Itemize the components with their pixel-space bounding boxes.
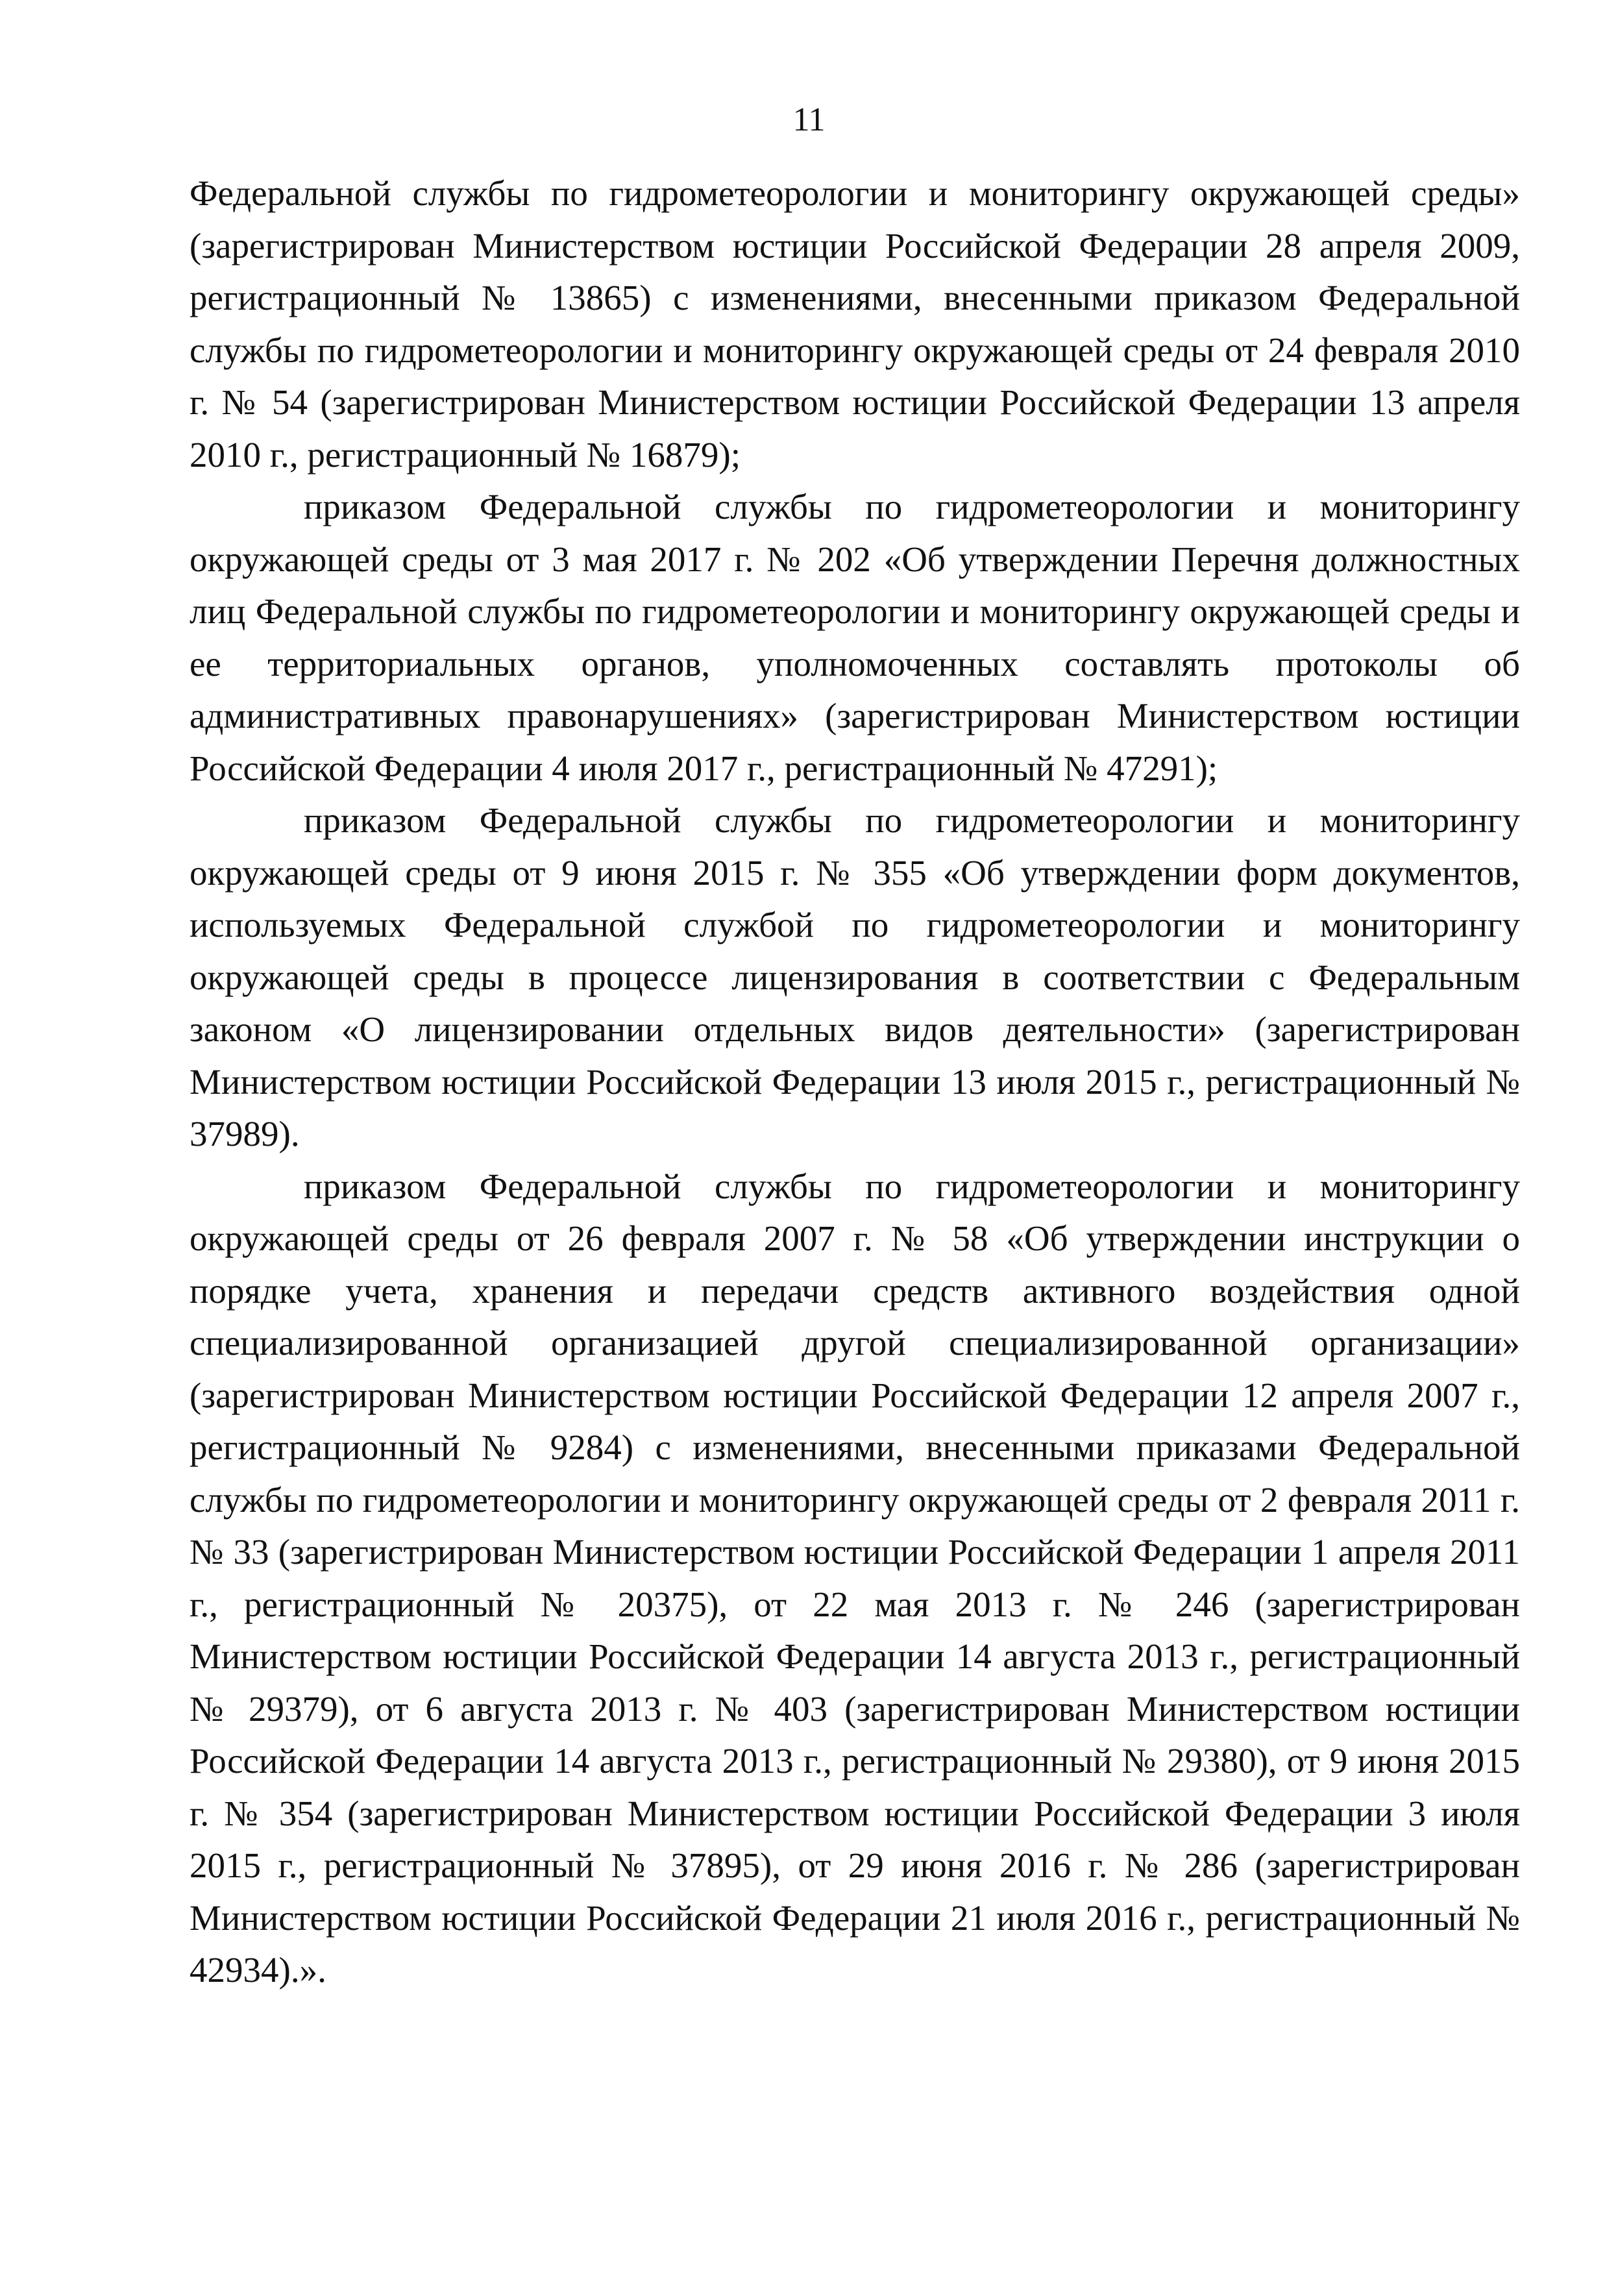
paragraph-order-202: приказом Федеральной службы по гидрометеорологии и мониторингу окружающей среды от 3 мая 2017 г. № 202 «Об утверждении Перечня должностных лиц Федеральной службы по гидрометеорологии и мониторингу окружающей среды и ее территориальных органов, уполномоченных составлять протоколы об административных правонарушениях» (зарегистрирован Министерством юстиции Российской Федерации 4 июля 2017 г., регистрационный № 47291); xyxy=(190,487,1520,788)
paragraph-order-355: приказом Федеральной службы по гидрометеорологии и мониторингу окружающей среды от 9 июня 2015 г. № 355 «Об утверждении форм документов, используемых Федеральной службой по гидрометеорологии и мониторингу окружающей среды в процессе лицензирования в соответствии с Федеральным законом «О лицензировании отдельных видов деятельности» (зарегистрирован Министерством юстиции Российской Федерации 13 июля 2015 г., регистрационный № 37989). xyxy=(190,800,1520,1154)
document-body xyxy=(190,167,1520,1997)
page-number: 11 xyxy=(792,101,826,138)
paragraph-order-continuation: Федеральной службы по гидрометеорологии и мониторингу окружающей среды» (зарегистрирован Министерством юстиции Российской Федерации 28 апреля 2009, регистрационный № 13865) с изменениями, внесенными приказом Федеральной службы по гидрометеорологии и мониторингу окружающей среды от 24 февраля 2010 г. № 54 (зарегистрирован Министерством юстиции Российской Федерации 13 апреля 2010 г., регистрационный № 16879); xyxy=(190,173,1520,475)
paragraph-order-58: приказом Федеральной службы по гидрометеорологии и мониторингу окружающей среды от 26 февраля 2007 г. № 58 «Об утверждении инструкции о порядке учета, хранения и передачи средств активного воздействия одной специализированной организацией другой специализированной организации» (зарегистрирован Министерством юстиции Российской Федерации 12 апреля 2007 г., регистрационный № 9284) с изменениями, внесенными приказами Федеральной службы по гидрометеорологии и мониторингу окружающей среды от 2 февраля 2011 г. № 33 (зарегистрирован Министерством юстиции Российской Федерации 1 апреля 2011 г., регистрационный № 20375), от 22 мая 2013 г. № 246 (зарегистрирован Министерством юстиции Российской Федерации 14 августа 2013 г., регистрационный № 29379), от 6 августа 2013 г. № 403 (зарегистрирован Министерством юстиции Российской Федерации 14 августа 2013 г., регистрационный № 29380), от 9 июня 2015 г. № 354 (зарегистрирован Министерством юстиции Российской Федерации 3 июля 2015 г., регистрационный № 37895), от 29 июня 2016 г. № 286 (зарегистрирован Министерством юстиции Российской Федерации 21 июля 2016 г., регистрационный № 42934).». xyxy=(190,1166,1520,1990)
